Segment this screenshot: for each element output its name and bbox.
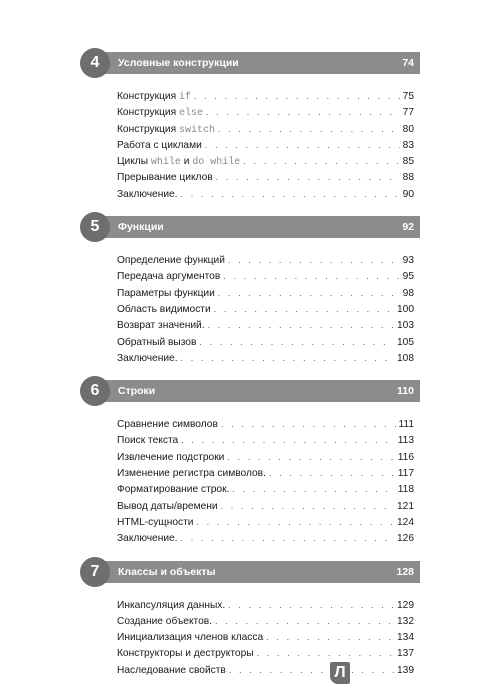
- dot-leader: [181, 350, 394, 366]
- toc-entry-title: [117, 614, 215, 630]
- dot-leader: [228, 252, 400, 268]
- entry-title-text: Инкапсуляция данных.: [117, 599, 226, 611]
- chapter-title: Функции: [118, 221, 164, 234]
- toc-entry-page-number: 121: [397, 500, 414, 512]
- toc-entry-page-number: 134: [397, 632, 414, 644]
- entry-title-text: Циклы: [117, 156, 151, 168]
- chapter-header-bar[interactable]: [90, 52, 420, 74]
- toc-entry[interactable]: [117, 334, 414, 350]
- toc-entry-title: [117, 433, 181, 449]
- toc-entry[interactable]: [117, 252, 414, 268]
- dot-leader: [228, 597, 394, 613]
- toc-entry-title: [117, 122, 218, 139]
- dot-leader: [208, 317, 394, 333]
- chapter-page-number: 74: [402, 57, 414, 69]
- code-keyword: if: [178, 92, 191, 103]
- toc-entry[interactable]: [117, 317, 414, 333]
- toc-entry[interactable]: [117, 449, 414, 465]
- publisher-logo-icon: Л: [330, 662, 350, 684]
- toc-entry-page-number: 80: [402, 123, 414, 135]
- toc-entry-title: [117, 318, 208, 334]
- toc-entry-title: [117, 499, 221, 515]
- chapter-section: [80, 561, 420, 678]
- entry-title-text: Определение функций: [117, 255, 225, 267]
- dot-leader: [229, 662, 394, 678]
- toc-entry[interactable]: [117, 613, 414, 629]
- entry-title-text: Конструкция: [117, 123, 179, 135]
- toc-entry-title: [117, 89, 194, 106]
- toc-entry-title: [117, 187, 181, 203]
- toc-entry[interactable]: [117, 137, 414, 153]
- chapter-entries: [117, 252, 414, 366]
- entry-title-text: Область видимости: [117, 303, 211, 315]
- dot-leader: [221, 498, 394, 514]
- toc-entry[interactable]: [117, 169, 414, 185]
- dot-leader: [215, 613, 394, 629]
- toc-entry[interactable]: [117, 350, 414, 366]
- chapter-page-number: 110: [397, 385, 414, 398]
- toc-entry-title: [117, 646, 257, 662]
- dot-leader: [243, 153, 399, 169]
- entry-title-text: Заключение.: [117, 533, 178, 545]
- chapter-number-badge: 6: [80, 376, 110, 406]
- toc-entry[interactable]: [117, 268, 414, 284]
- chapter-section: [80, 216, 420, 366]
- entry-title-text: Инициализация членов класса: [117, 632, 264, 644]
- toc-entry-page-number: 118: [397, 484, 414, 496]
- toc-entry-title: [117, 170, 216, 186]
- code-keyword: else: [178, 108, 203, 120]
- toc-entry-page-number: 117: [397, 468, 414, 480]
- toc-entry[interactable]: [117, 465, 414, 481]
- toc-entry-title: [117, 531, 181, 547]
- toc-entry-title: [117, 630, 266, 646]
- toc-entry-title: [117, 515, 196, 531]
- entry-title-text: Наследование свойств: [117, 664, 226, 676]
- entry-title-text: Форматирование строк.: [117, 484, 230, 496]
- dot-leader: [206, 104, 400, 120]
- toc-entry-page-number: 137: [397, 648, 414, 660]
- chapter-number-badge: 7: [80, 557, 110, 587]
- chapter-number-badge: 4: [80, 48, 110, 78]
- toc-entry[interactable]: [117, 121, 414, 137]
- toc-entry-page-number: 132: [397, 615, 414, 627]
- code-keyword: do while: [192, 157, 241, 169]
- toc-entry-title: [117, 598, 228, 614]
- toc-entry-page-number: 77: [402, 107, 414, 119]
- entry-title-text: Заключение.: [117, 352, 178, 364]
- chapter-page-number: 128: [396, 565, 414, 578]
- toc-entry-page-number: 139: [397, 664, 414, 676]
- toc-entry-page-number: 124: [397, 516, 414, 528]
- chapter-section: [80, 52, 420, 202]
- toc-entry-page-number: 116: [397, 451, 414, 463]
- toc-entry[interactable]: [117, 662, 414, 678]
- chapter-entries: [117, 416, 414, 546]
- dot-leader: [214, 301, 394, 317]
- dot-leader: [194, 88, 400, 104]
- toc-entry-page-number: 95: [402, 271, 414, 283]
- toc-entry-page-number: 113: [397, 435, 414, 447]
- chapter-title: Строки: [118, 385, 156, 398]
- entry-title-text: Возврат значений.: [117, 320, 205, 332]
- entry-title-text: Работа с циклами: [117, 139, 202, 151]
- toc-entry-title: [117, 482, 232, 498]
- chapter-header-bar[interactable]: [90, 380, 420, 402]
- dot-leader: [196, 514, 394, 530]
- dot-leader: [223, 268, 399, 284]
- entry-title-text: Поиск текста: [117, 435, 179, 447]
- entry-title-text: Прерывание циклов: [117, 172, 213, 184]
- toc-entry[interactable]: [117, 416, 414, 432]
- toc-entry[interactable]: [117, 88, 414, 104]
- toc-entry-page-number: 98: [402, 287, 414, 299]
- toc-entry-page-number: 111: [398, 419, 414, 431]
- entry-title-text: Изменение регистра символов.: [117, 468, 266, 480]
- entry-title-text: Обратный вызов: [117, 336, 197, 348]
- toc-entry[interactable]: [117, 432, 414, 448]
- toc-entry-title: [117, 253, 228, 269]
- dot-leader: [205, 137, 400, 153]
- toc-entry-page-number: 129: [397, 599, 414, 611]
- toc-entry-title: [117, 269, 223, 285]
- entry-title-text: Конструкторы и деструкторы: [117, 648, 254, 660]
- toc-entry-page-number: 126: [397, 533, 414, 545]
- dot-leader: [232, 481, 394, 497]
- dot-leader: [227, 449, 394, 465]
- toc-entry[interactable]: [117, 498, 414, 514]
- chapter-number-badge: 5: [80, 212, 110, 242]
- entry-title-text: Конструкция: [117, 91, 179, 102]
- entry-title-text: HTML-сущности: [117, 516, 194, 528]
- toc-entry-title: [117, 466, 269, 482]
- chapter-title: Условные конструкции: [118, 57, 239, 69]
- entry-title-text: Создание объектов.: [117, 615, 213, 627]
- entry-title-text: и: [180, 156, 193, 168]
- entry-title-text: Заключение.: [117, 188, 178, 200]
- toc-entry[interactable]: [117, 645, 414, 661]
- toc-entry-title: [117, 663, 229, 679]
- entry-title-text: Параметры функции: [117, 287, 215, 299]
- toc-entry[interactable]: [117, 481, 414, 497]
- toc-entry[interactable]: [117, 301, 414, 317]
- toc-entry-page-number: 103: [397, 320, 414, 332]
- dot-leader: [218, 121, 400, 137]
- chapter-entries: [117, 597, 414, 678]
- toc-entry-title: [117, 335, 199, 351]
- dot-leader: [218, 285, 400, 301]
- chapter-section: [80, 380, 420, 546]
- toc-entry[interactable]: [117, 514, 414, 530]
- table-of-contents: [80, 52, 420, 692]
- toc-entry-page-number: 90: [402, 188, 414, 200]
- toc-entry[interactable]: [117, 530, 414, 546]
- dot-leader: [266, 629, 394, 645]
- toc-entry-title: [117, 450, 227, 466]
- entry-title-text: Извлечение подстроки: [117, 451, 225, 463]
- toc-entry-page-number: 100: [397, 303, 414, 315]
- chapter-header-bar[interactable]: [90, 216, 420, 238]
- toc-entry-title: [117, 417, 221, 433]
- toc-entry-page-number: 105: [397, 336, 414, 348]
- toc-entry-title: [117, 302, 214, 318]
- toc-entry[interactable]: [117, 629, 414, 645]
- toc-entry[interactable]: [117, 597, 414, 613]
- chapter-entries: [117, 88, 414, 202]
- dot-leader: [269, 465, 395, 481]
- dot-leader: [181, 432, 395, 448]
- entry-title-text: Сравнение символов: [117, 419, 218, 431]
- code-keyword: while: [150, 157, 181, 169]
- dot-leader: [216, 169, 400, 185]
- toc-entry[interactable]: [117, 104, 414, 120]
- dot-leader: [221, 416, 396, 432]
- toc-entry[interactable]: [117, 186, 414, 202]
- toc-entry-page-number: 83: [402, 139, 414, 151]
- toc-entry-page-number: 108: [397, 352, 414, 364]
- toc-entry-title: [117, 105, 206, 122]
- entry-title-text: Конструкция: [117, 107, 179, 119]
- dot-leader: [257, 645, 394, 661]
- dot-leader: [181, 186, 400, 202]
- toc-entry-title: [117, 138, 205, 154]
- toc-entry[interactable]: [117, 153, 414, 169]
- toc-entry-page-number: 93: [402, 255, 414, 267]
- toc-entry-page-number: 85: [402, 156, 414, 168]
- dot-leader: [181, 530, 394, 546]
- toc-entry-page-number: 75: [402, 91, 414, 102]
- entry-title-text: Вывод даты/времени: [117, 500, 218, 512]
- toc-entry-page-number: 88: [402, 172, 414, 184]
- toc-entry-title: [117, 351, 181, 367]
- entry-title-text: Передача аргументов: [117, 271, 221, 283]
- chapter-header-bar[interactable]: [90, 561, 420, 583]
- dot-leader: [199, 334, 394, 350]
- chapter-title: Классы и объекты: [118, 565, 216, 578]
- toc-entry[interactable]: [117, 285, 414, 301]
- toc-entry-title: [117, 286, 218, 302]
- chapter-page-number: 92: [402, 221, 414, 234]
- code-keyword: switch: [178, 124, 215, 136]
